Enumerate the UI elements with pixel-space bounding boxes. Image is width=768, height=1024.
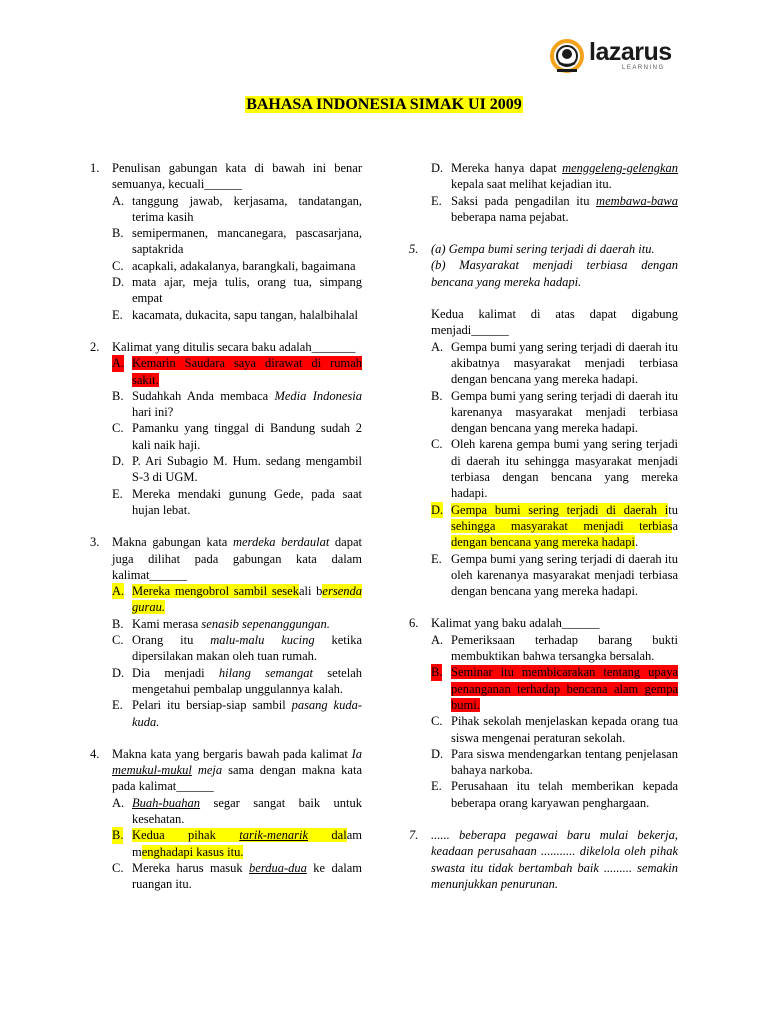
option-a-highlighted: A. Mereka mengobrol sambil sesekali bersenda gurau. xyxy=(112,584,362,615)
option-d: D. P. Ari Subagio M. Hum. sedang mengambil S-3 di UGM. xyxy=(112,454,362,485)
question-6 xyxy=(405,615,678,811)
option-c: C. Mereka harus masuk berdua-dua ke dalam ruangan itu. xyxy=(112,860,363,892)
option-c: C. acapkali, adakalanya, barangkali, bagaimana xyxy=(112,258,356,273)
question-5 xyxy=(405,241,678,599)
option-b: B. Gempa bumi yang sering terjadi di daerah itu karenanya masyarakat menjadi terbiasa dengan bencana yang mereka hadapi. xyxy=(431,388,678,436)
option-a: A. Gempa bumi yang sering terjadi di daerah itu akibatnya masyarakat menjadi terbiasa dengan bencana yang mereka hadapi. xyxy=(431,339,678,387)
question-number: 5. xyxy=(409,242,419,257)
option-b-highlighted: B. Kedua pihak tarik-menarik dalam menghadapi kasus itu. xyxy=(112,828,362,859)
question-stem: Penulisan gabungan kata di bawah ini benar semuanya, kecuali______ xyxy=(112,161,362,192)
question-7 xyxy=(405,827,678,892)
question-1 xyxy=(86,160,362,323)
option-e: E. kacamata, dukacita, sapu tangan, halalbihalal xyxy=(112,307,358,322)
option-e: E. Pelari itu bersiap-siap sambil pasang kuda-kuda. xyxy=(112,698,363,729)
option-b: B. Kami merasa senasib sepenanggungan. xyxy=(112,616,330,631)
question-2 xyxy=(86,339,362,518)
option-a: A. tanggung jawab, kerjasama, tandatangan, terima kasih xyxy=(112,193,362,224)
logo-brand-text: lazarus xyxy=(589,38,672,66)
option-a: A. Pemeriksaan terhadap barang bukti membuktikan bahwa tersangka bersalah. xyxy=(431,632,678,664)
option-d: D. Dia menjadi hilang semangat setelah mengetahui pembalap unggulannya kalah. xyxy=(112,665,362,696)
option-b: B. semipermanen, mancanegara, pascasarjana, saptakrida xyxy=(112,226,362,257)
left-column xyxy=(86,160,362,892)
question-sentence-b: (b) Masyarakat menjadi terbiasa dengan bencana yang mereka hadapi. xyxy=(431,258,678,289)
option-b: B. Sudahkah Anda membaca Media Indonesia hari ini? xyxy=(112,388,362,420)
question-4 xyxy=(86,746,362,893)
question-number: 1. xyxy=(90,161,100,175)
question-number: 4. xyxy=(90,746,100,761)
option-d-highlighted: D. Gempa bumi sering terjadi di daerah itu sehingga masyarakat menjadi terbiasa dengan bencana yang mereka hadapi. xyxy=(431,502,678,550)
option-e: E. Perusahaan itu telah memberikan kepada beberapa orang karyawan penghargaan. xyxy=(431,779,678,810)
option-a-highlighted: A. Kemarin Saudara saya dirawat di rumah sakit. xyxy=(112,356,362,387)
question-stem: Kalimat yang baku adalah______ xyxy=(431,616,600,631)
question-stem: Kalimat yang ditulis secara baku adalah_______ xyxy=(112,339,356,354)
right-column xyxy=(405,160,678,892)
option-a: A. Buah-buahan segar sangat baik untuk kesehatan. xyxy=(112,795,362,826)
option-c: C. Pamanku yang tinggal di Bandung sudah 2 kali naik haji. xyxy=(112,421,362,452)
question-number: 3. xyxy=(90,535,100,550)
option-d: D. Para siswa mendengarkan tentang penjelasan bahaya narkoba. xyxy=(431,746,678,778)
option-d: D. mata ajar, meja tulis, orang tua, simpang empat xyxy=(112,275,362,306)
question-sentence-a: (a) Gempa bumi sering terjadi di daerah itu. xyxy=(431,242,655,257)
option-e: E. Gempa bumi yang sering terjadi di daerah itu oleh karenanya masyarakat menjadi terbiasa dengan bencana yang mereka hadapi. xyxy=(431,551,678,599)
option-e: E. Mereka mendaki gunung Gede, pada saat hujan lebat. xyxy=(112,486,362,517)
question-number: 7. xyxy=(409,827,419,842)
page-title: BAHASA INDONESIA SIMAK UI 2009 xyxy=(246,96,522,113)
question-stem: Kedua kalimat di atas dapat digabung menjadi______ xyxy=(431,307,678,338)
option-c: C. Oleh karena gempa bumi yang sering terjadi di daerah itu sehingga masyarakat menjadi terbiasa dengan bencana yang mereka hadapi. xyxy=(431,437,678,501)
question-number: 6. xyxy=(409,616,419,631)
option-c: C. Pihak sekolah menjelaskan kepada orang tua siswa mengenai peraturan sekolah. xyxy=(431,714,678,745)
question-stem: Makna gabungan kata merdeka berdaulat dapat juga dilihat pada gabungan kata dalam kalimat______ xyxy=(112,535,362,582)
question-number: 2. xyxy=(90,339,100,354)
option-e: E. Saksi pada pengadilan itu membawa-bawa beberapa nama pejabat. xyxy=(431,193,678,224)
question-stem: Makna kata yang bergaris bawah pada kalimat Ia memukul-mukul meja sama dengan makna kata pada kalimat______ xyxy=(112,746,362,794)
option-d: D. Mereka hanya dapat menggeleng-gelengkan kepala saat melihat kejadian itu. xyxy=(431,161,678,192)
question-3 xyxy=(86,534,362,730)
option-c: C. Orang itu malu-malu kucing ketika dipersilakan makan oleh tuan rumah. xyxy=(112,633,363,664)
question-4-continued xyxy=(405,160,678,225)
question-stem: ...... beberapa pegawai baru mulai bekerja, keadaan perusahaan ........... dikelola oleh pihak swasta itu tidak bertambah baik ......... semakin menunjukkan penurunan. xyxy=(431,827,678,891)
logo-tagline-text: LEARNING xyxy=(622,65,665,71)
option-b-highlighted: B. Seminar itu membicarakan tentang upaya penanganan terhadap bencana alam gempa bumi. xyxy=(431,665,678,712)
